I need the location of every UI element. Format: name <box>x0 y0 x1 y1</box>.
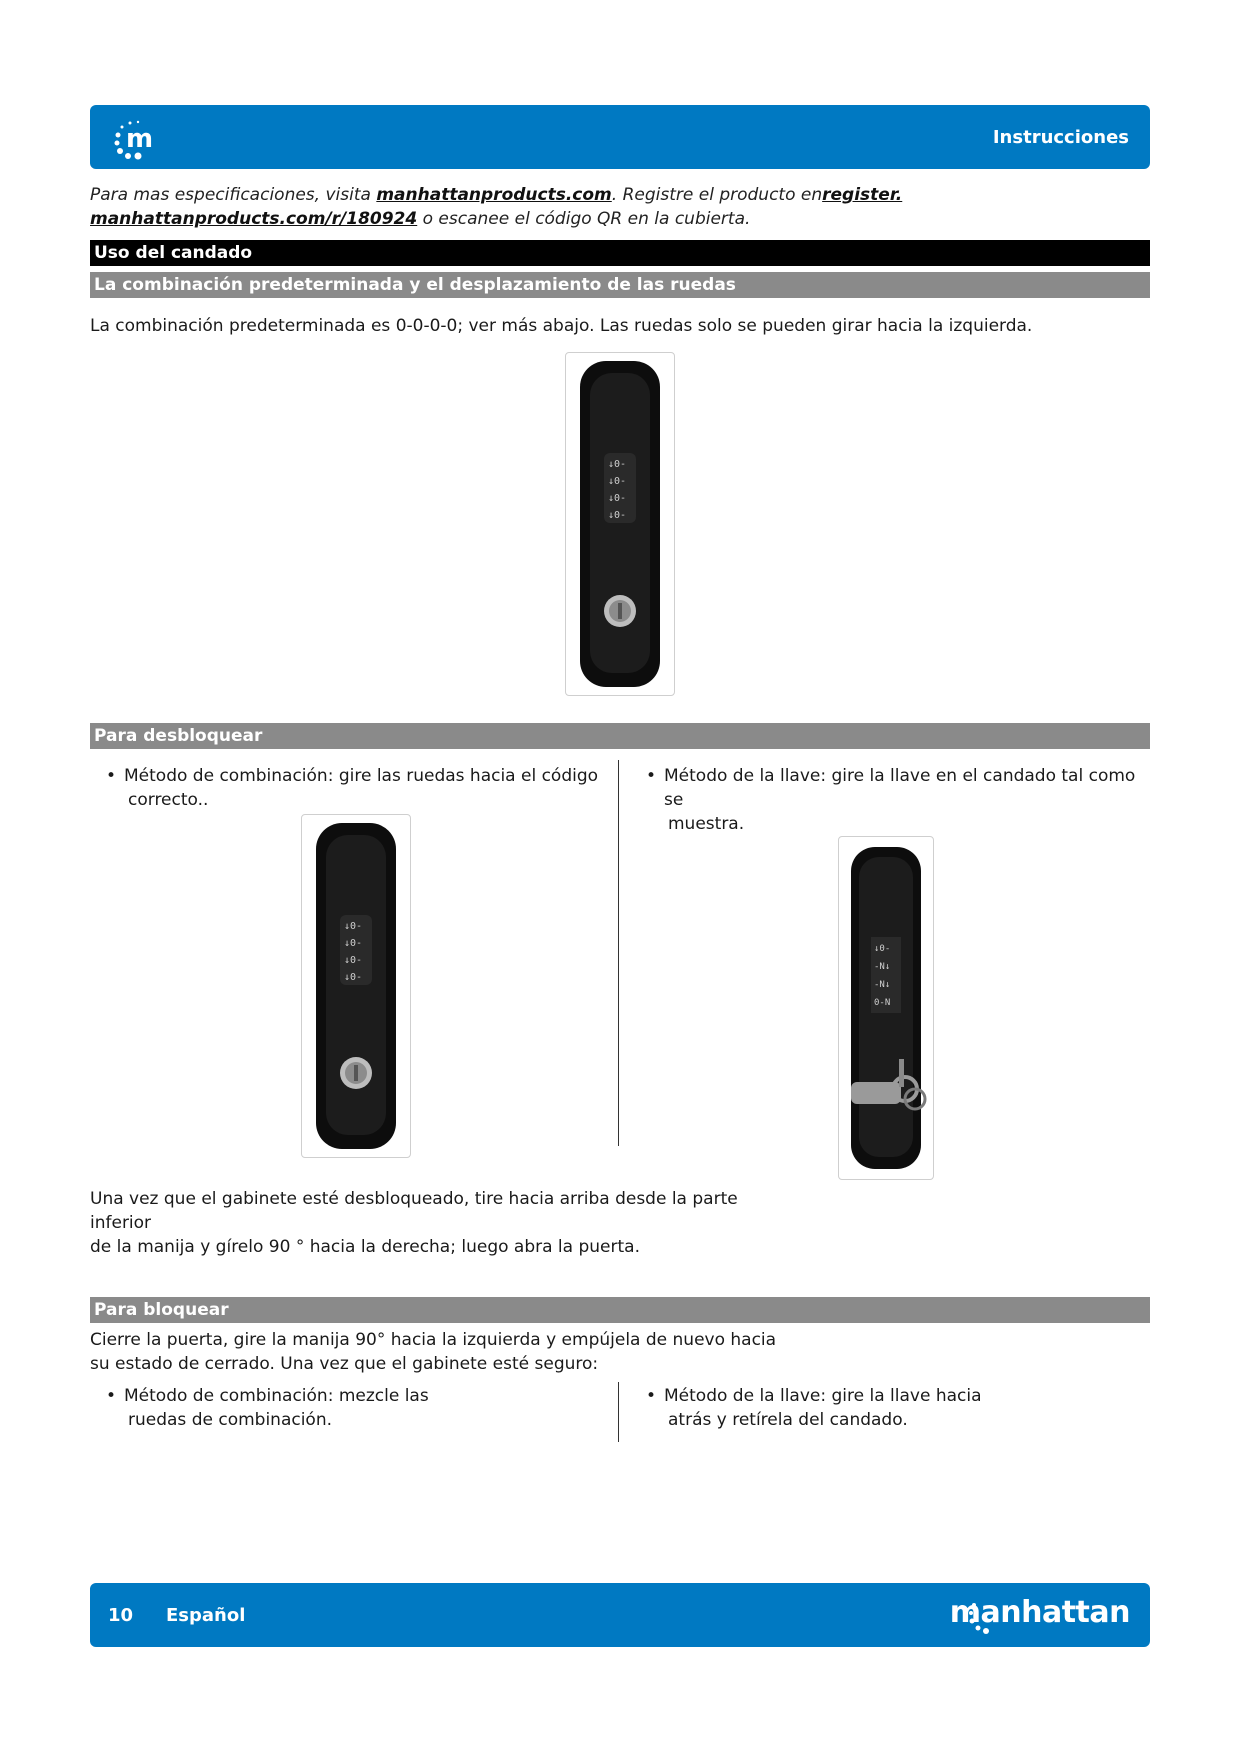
desbloquear-text: Una vez que el gabinete esté desbloqueado, tire hacia arriba desde la parte inferior de la manija y gírelo 90 ° hacia la derecha; luego abra la puerta. <box>90 1189 738 1257</box>
desbloquear-bullet-combinacion: • Método de combinación: gire las ruedas hacia el código correcto.. <box>106 766 599 810</box>
svg-text:↓0-: ↓0- <box>344 972 363 983</box>
lock-photo-key <box>838 836 934 1180</box>
svg-text:m: m <box>126 124 154 154</box>
svg-text:↓0-: ↓0- <box>608 510 627 521</box>
svg-text:-N↓: -N↓ <box>874 962 891 972</box>
section-title-uso: Uso del candado <box>90 240 1150 266</box>
column-divider-bloquear <box>618 1382 619 1442</box>
lock-photo-default <box>565 352 675 696</box>
desbloquear-bullet-llave: • Método de la llave: gire la llave en el candado tal como se muestra. <box>646 766 1136 834</box>
bloquear-text: Cierre la puerta, gire la manija 90° hacia la izquierda y empújela de nuevo hacia su estado de cerrado. Una vez que el gabinete esté seguro: <box>90 1330 777 1374</box>
intro-paragraph: Para mas especificaciones, visita manhattanproducts.com. Registre el producto enregister. manhattanproducts.com/r/180924 o escanee el código QR en la cubierta. <box>90 185 903 229</box>
combination-lock-icon <box>566 353 674 695</box>
bloquear-bullet-combinacion: • Método de combinación: mezcle las ruedas de combinación. <box>106 1386 429 1430</box>
page-number: 10 <box>108 1605 134 1626</box>
svg-text:↓0-: ↓0- <box>344 938 363 949</box>
svg-text:↓0-: ↓0- <box>608 476 627 487</box>
footer-bar <box>90 1583 1150 1647</box>
footer-language: Español <box>166 1605 246 1626</box>
manhattan-link[interactable]: manhattanproducts.com <box>376 185 612 205</box>
svg-text:↓0-: ↓0- <box>344 955 363 966</box>
svg-text:↓0-: ↓0- <box>608 493 627 504</box>
register-link[interactable]: register. <box>822 185 903 205</box>
register-url-link[interactable]: manhattanproducts.com/r/180924 <box>90 209 418 229</box>
header-title: Instrucciones <box>992 127 1129 148</box>
combinacion-text: La combinación predeterminada es 0-0-0-0; ver más abajo. Las ruedas solo se pueden girar hacia la izquierda. <box>90 316 1033 336</box>
column-divider <box>618 760 619 1146</box>
key-lock-icon <box>839 837 933 1179</box>
combination-lock-icon <box>302 815 410 1157</box>
bloquear-bullet-llave: • Método de la llave: gire la llave hacia atrás y retírela del candado. <box>646 1386 982 1430</box>
manhattan-logo-text: manhattan <box>949 1595 1130 1630</box>
svg-text:-N↓: -N↓ <box>874 980 891 990</box>
svg-text:0-N: 0-N <box>874 998 891 1008</box>
section-title-combinacion: La combinación predeterminada y el desplazamiento de las ruedas <box>90 272 1150 298</box>
svg-text:↓0-: ↓0- <box>874 944 891 954</box>
section-title-desbloquear: Para desbloquear <box>90 723 1150 749</box>
manhattan-m-logo-icon <box>108 113 158 163</box>
lock-photo-combination <box>301 814 411 1158</box>
section-title-bloquear: Para bloquear <box>90 1297 1150 1323</box>
svg-text:↓0-: ↓0- <box>608 459 627 470</box>
header-bar <box>90 105 1150 169</box>
svg-text:↓0-: ↓0- <box>344 921 363 932</box>
